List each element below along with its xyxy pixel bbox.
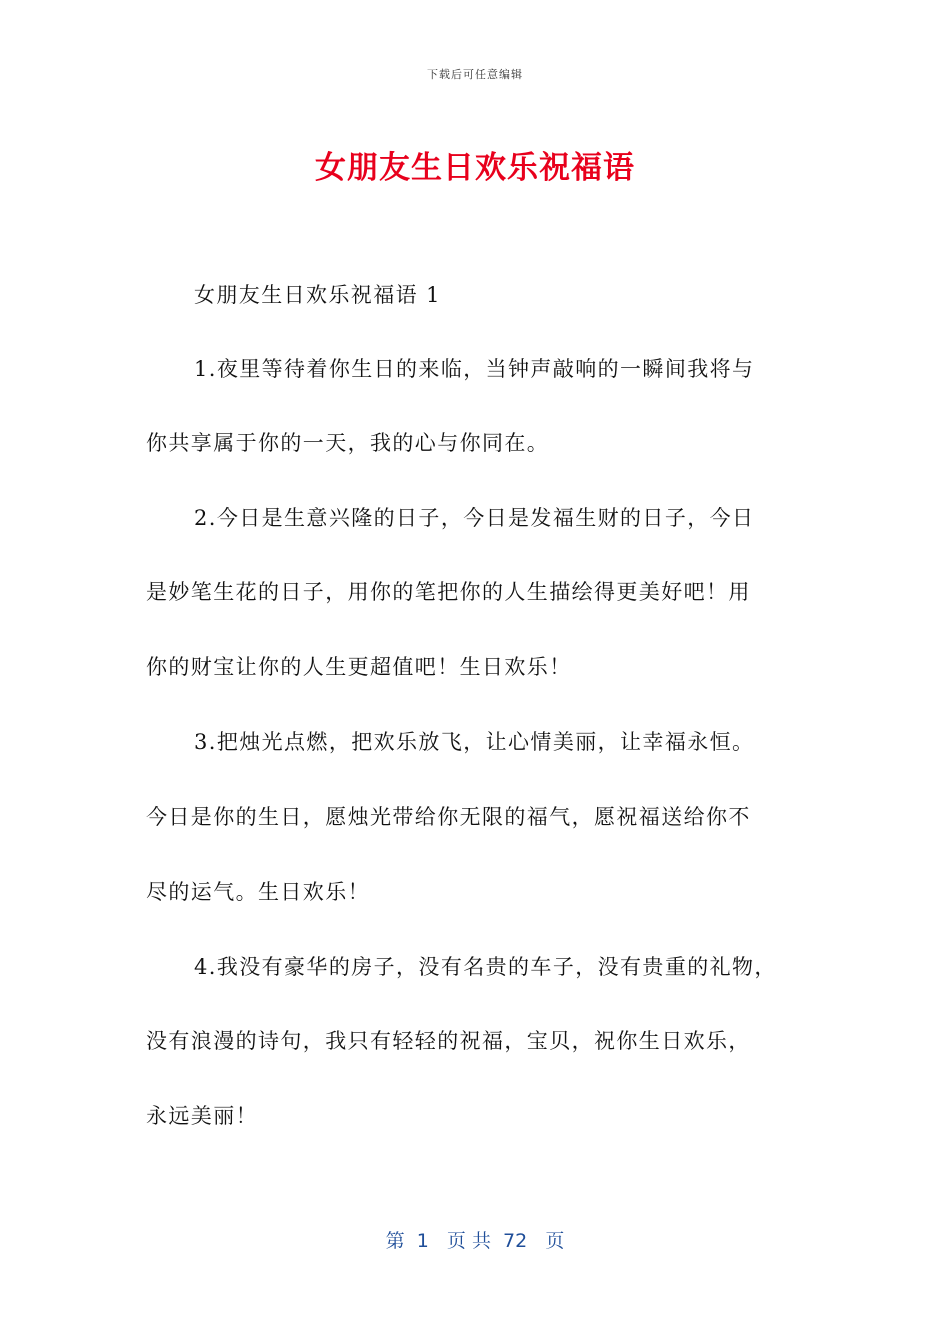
paragraph-line: 没有浪漫的诗句，我只有轻轻的祝福，宝贝，祝你生日欢乐， [146,1029,751,1053]
page-number-footer: 第 1 页 共 72 页 [385,1230,565,1252]
paragraph-line: 3.把烛光点燃，把欢乐放飞，让心情美丽，让幸福永恒。 [194,730,755,754]
paragraph-line: 是妙笔生花的日子，用你的笔把你的人生描绘得更美好吧！用 [146,580,751,604]
paragraph-line: 你共享属于你的一天，我的心与你同在。 [146,431,550,455]
paragraph-line: 你的财宝让你的人生更超值吧！生日欢乐！ [146,655,572,679]
section-heading: 女朋友生日欢乐祝福语 1 [194,283,441,307]
header-note: 下载后可任意编辑 [427,68,523,81]
paragraph-line: 永远美丽！ [146,1104,258,1128]
document-title: 女朋友生日欢乐祝福语 [315,150,635,186]
paragraph-line: 今日是你的生日，愿烛光带给你无限的福气，愿祝福送给你不 [146,805,751,829]
paragraph-line: 2.今日是生意兴隆的日子，今日是发福生财的日子，今日 [194,506,755,530]
paragraph-line: 4.我没有豪华的房子，没有名贵的车子，没有贵重的礼物， [194,955,777,979]
paragraph-line: 尽的运气。生日欢乐！ [146,880,370,904]
paragraph-line: 1.夜里等待着你生日的来临，当钟声敲响的一瞬间我将与 [194,357,755,381]
